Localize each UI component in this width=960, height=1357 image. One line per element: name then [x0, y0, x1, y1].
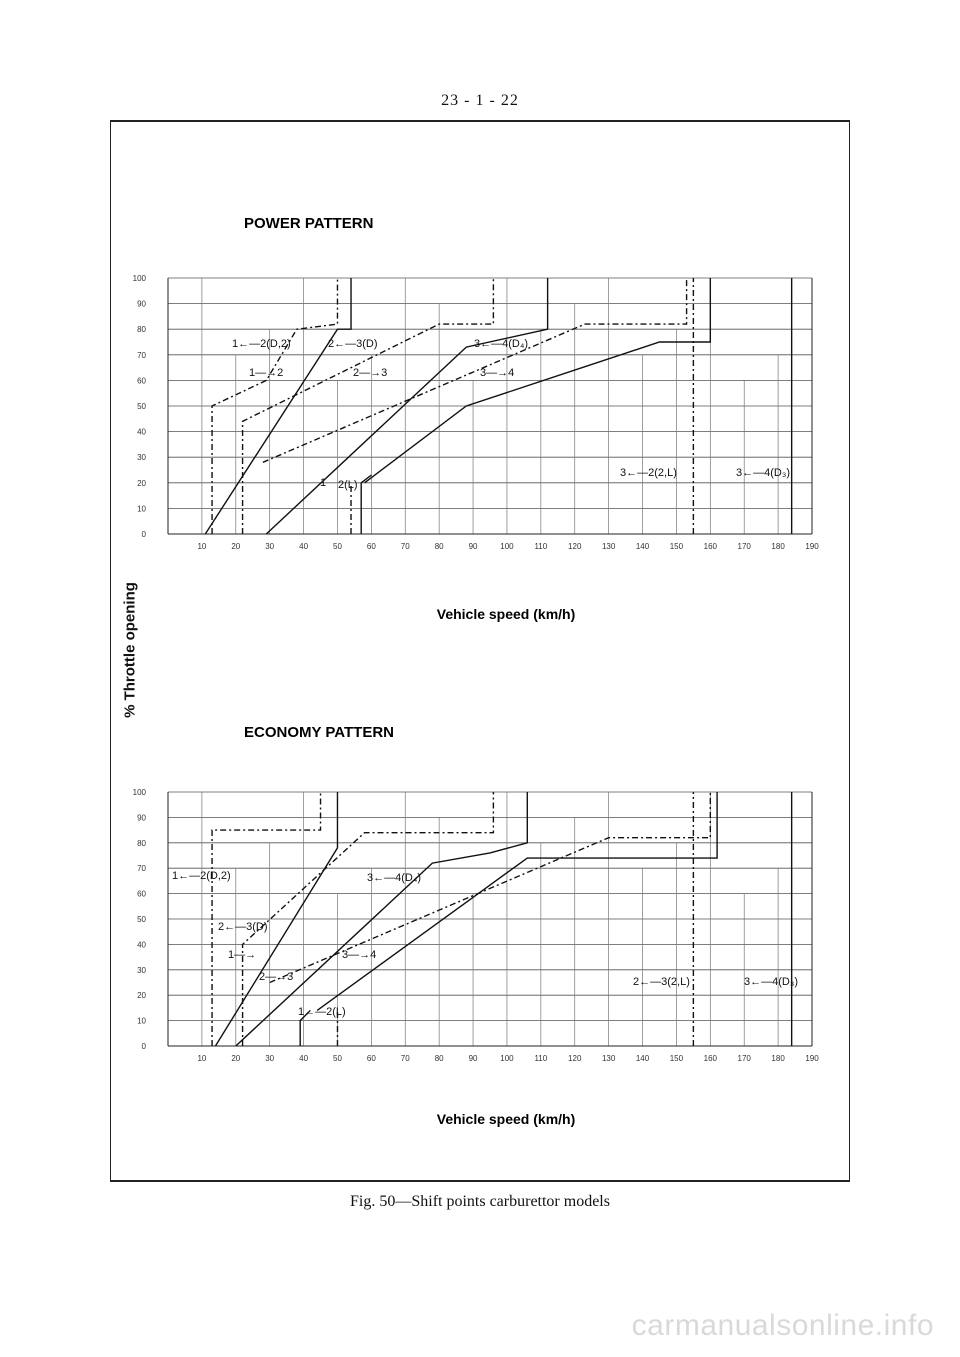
x-tick-label: 120	[568, 1054, 582, 1063]
y-tick-label: 10	[137, 1016, 146, 1026]
y-tick-label: 80	[137, 325, 146, 335]
x-tick-label: 100	[500, 1054, 514, 1063]
x-tick-label: 140	[635, 542, 650, 551]
y-tick-label: 40	[137, 940, 146, 950]
shift-annotation: 3←—4(D₄)	[367, 872, 421, 884]
x-tick-label: 190	[805, 1054, 819, 1063]
y-tick-label: 20	[137, 991, 146, 1001]
shift-annotation: 3←—2(2,L)	[620, 467, 677, 479]
y-tick-label: 30	[137, 965, 146, 975]
x-tick-label: 20	[231, 542, 241, 551]
y-tick-label: 50	[137, 402, 146, 411]
x-tick-label: 30	[265, 1054, 275, 1063]
shift-annotation: 1←—2(D,2)	[172, 870, 231, 882]
x-tick-label: 10	[197, 1054, 207, 1063]
shift-annotation: 3←—4(D₃)	[744, 976, 798, 988]
y-tick-label: 100	[132, 788, 146, 797]
x-tick-label: 150	[669, 542, 684, 551]
x-tick-label: 50	[333, 1054, 342, 1063]
x-tick-label: 160	[703, 1054, 717, 1063]
y-tick-label: 90	[137, 813, 146, 823]
x-tick-label: 190	[805, 542, 819, 551]
x-tick-label: 10	[197, 542, 207, 551]
x-tick-label: 60	[366, 1054, 376, 1063]
x-tick-label: 40	[299, 1054, 309, 1063]
chart-title: POWER PATTERN	[244, 215, 374, 232]
shift-line-1-2-l-	[361, 475, 371, 534]
x-tick-label: 170	[737, 1054, 751, 1063]
y-tick-label: 80	[137, 838, 146, 848]
y-tick-label: 70	[137, 350, 146, 360]
shift-annotation: 1	[320, 477, 327, 489]
y-tick-label: 40	[137, 427, 146, 437]
x-tick-label: 20	[231, 1054, 241, 1063]
x-tick-label: 90	[468, 542, 478, 551]
x-tick-label: 170	[737, 542, 751, 551]
y-tick-label: 50	[137, 915, 146, 924]
shift-annotation: 3←—4(D₃)	[736, 467, 790, 479]
x-tick-label: 100	[500, 542, 514, 551]
x-axis-label: Vehicle speed (km/h)	[436, 1111, 576, 1127]
shift-annotation: 1←—2(D,2)	[232, 338, 291, 350]
x-tick-label: 140	[635, 1054, 650, 1063]
shift-annotation: 3←—4(D₄)	[474, 338, 528, 350]
shift-annotation: 2—→3	[353, 367, 388, 379]
y-tick-label: 0	[141, 1042, 146, 1051]
page-number: 23 - 1 - 22	[441, 92, 519, 109]
x-axis-label: Vehicle speed (km/h)	[436, 606, 576, 622]
x-tick-label: 110	[534, 1054, 548, 1063]
shift-line-3-4-d4-	[270, 792, 711, 983]
shift-line-3-4-d4-	[263, 278, 687, 462]
x-tick-label: 110	[534, 542, 548, 551]
shift-annotation: 2←—3(D)	[218, 921, 268, 933]
x-tick-label: 120	[568, 542, 582, 551]
x-tick-label: 80	[434, 1054, 444, 1063]
x-tick-label: 160	[703, 542, 717, 551]
y-tick-label: 10	[137, 504, 146, 514]
y-tick-label: 70	[137, 864, 146, 874]
x-tick-label: 30	[265, 542, 275, 551]
x-tick-label: 60	[366, 542, 376, 551]
x-tick-label: 70	[400, 542, 410, 551]
x-tick-label: 80	[434, 542, 444, 551]
y-tick-label: 30	[137, 453, 146, 463]
y-tick-label: 60	[137, 889, 146, 899]
x-tick-label: 50	[333, 542, 342, 551]
y-tick-label: 100	[132, 274, 146, 283]
x-tick-label: 180	[771, 542, 785, 551]
shift-annotation: 2←—3(2,L)	[633, 976, 690, 988]
x-tick-label: 90	[468, 1054, 478, 1063]
shift-annotation: 2—→3	[259, 971, 294, 983]
x-tick-label: 40	[299, 542, 309, 551]
x-tick-label: 180	[771, 1054, 785, 1063]
x-tick-label: 130	[601, 542, 616, 551]
y-tick-label: 20	[137, 478, 146, 488]
shift-annotation: 1—→	[228, 949, 257, 961]
shift-annotation: 2←—3(D)	[328, 338, 378, 350]
shift-annotation: 2(L)	[338, 479, 358, 491]
x-tick-label: 70	[400, 1054, 410, 1063]
shift-annotation: 1—→2	[249, 367, 284, 379]
x-tick-label: 130	[601, 1054, 616, 1063]
shift-annotation: 3—→4	[480, 367, 515, 379]
y-tick-label: 90	[137, 299, 146, 309]
figure-caption: Fig. 50—Shift points carburettor models	[350, 1193, 610, 1210]
shift-annotation: 1←—2(L)	[298, 1006, 346, 1018]
y-axis-label: % Throttle opening	[121, 582, 139, 718]
y-tick-label: 0	[141, 530, 146, 539]
x-tick-label: 150	[669, 1054, 684, 1063]
chart-title: ECONOMY PATTERN	[244, 724, 395, 741]
shift-annotation: 3—→4	[342, 949, 377, 961]
watermark: carmanualsonline.info	[631, 1309, 934, 1342]
y-tick-label: 60	[137, 376, 146, 386]
